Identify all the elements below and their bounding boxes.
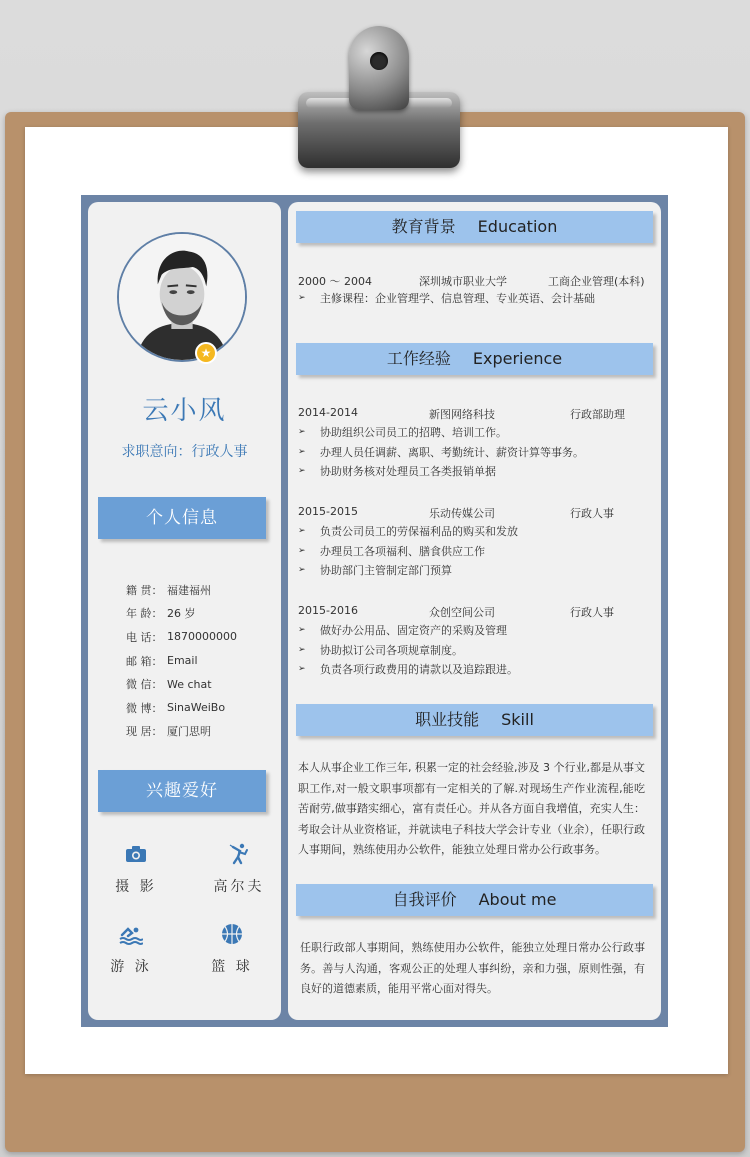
section-title-cn: 自我评价 xyxy=(392,890,457,909)
list-item: ➢ 协助拟订公司各项规章制度。 xyxy=(298,643,463,657)
hobby-label: 摄 影 xyxy=(115,879,157,895)
basketball-icon xyxy=(192,922,272,948)
info-key: 年 龄： xyxy=(126,607,163,621)
section-title-cn: 教育背景 xyxy=(391,217,456,236)
job-period: 2014-2014 xyxy=(298,406,358,419)
info-value: 福建福州 xyxy=(167,583,211,597)
camera-icon xyxy=(96,842,176,868)
skills-heading xyxy=(296,704,653,736)
education-major: 工商企业管理(本科) xyxy=(548,275,645,288)
bullet-text: 负责各项行政费用的请款以及追踪跟进。 xyxy=(320,663,518,677)
hobby-label: 篮 球 xyxy=(211,959,253,975)
job-bullets xyxy=(298,620,653,679)
job-bullets xyxy=(298,422,653,481)
info-row-age xyxy=(126,602,276,626)
info-row-hometown xyxy=(126,578,276,602)
bullet-text: 办理人员任调薪、离职、考勤统计、薪资计算等事务。 xyxy=(320,445,584,459)
info-key: 电 话： xyxy=(126,630,163,644)
job-role: 行政人事 xyxy=(570,507,614,520)
job-intent: 求职意向：行政人事 xyxy=(121,444,248,460)
list-item: ➢ 负责各项行政费用的请款以及追踪跟进。 xyxy=(298,663,518,677)
section-title-en: Experience xyxy=(472,349,563,368)
star-icon: ★ xyxy=(195,342,217,364)
job-period: 2015-2015 xyxy=(298,505,358,518)
bullet-text: 协助财务核对处理员工各类报销单据 xyxy=(320,465,496,479)
education-school: 深圳城市职业大学 xyxy=(419,275,507,288)
job-period: 2015-2016 xyxy=(298,604,358,617)
info-value: SinaWeiBo xyxy=(167,701,226,715)
about-heading xyxy=(296,884,653,916)
section-title-en: About me xyxy=(478,890,557,909)
info-row-wechat xyxy=(126,672,276,696)
bullet-text: 负责公司员工的劳保福利品的购买和发放 xyxy=(320,524,518,538)
job-bullets xyxy=(298,521,653,580)
info-row-weibo xyxy=(126,696,276,720)
info-key: 微 信： xyxy=(126,678,163,692)
info-value: Email xyxy=(167,654,198,668)
list-item: ➢ 协助组织公司员工的招聘、培训工作。 xyxy=(298,425,507,439)
hobbies-heading: 兴趣爱好 xyxy=(98,770,266,812)
info-row-email xyxy=(126,649,276,673)
info-value: 厦门思明 xyxy=(167,725,211,739)
bullet-text: 协助组织公司员工的招聘、培训工作。 xyxy=(320,425,507,439)
list-item: ➢ 协助部门主管制定部门预算 xyxy=(298,564,452,578)
section-title-en: Education xyxy=(477,217,558,236)
bullet-text: 协助拟订公司各项规章制度。 xyxy=(320,643,463,657)
section-title-cn: 工作经验 xyxy=(386,349,451,368)
job-company: 众创空间公司 xyxy=(429,606,495,619)
hobby-basketball xyxy=(192,922,272,976)
avatar-photo xyxy=(119,234,245,360)
golf-icon xyxy=(199,842,279,868)
section-title-en: Skill xyxy=(501,710,534,729)
experience-heading xyxy=(296,343,653,375)
hobby-swimming xyxy=(91,922,171,976)
info-key: 现 居： xyxy=(126,725,163,739)
info-value: We chat xyxy=(167,677,212,691)
info-key: 籍 贯： xyxy=(126,583,163,597)
education-period: 2000 ～ 2004 xyxy=(298,275,372,288)
section-title-cn: 职业技能 xyxy=(415,710,480,729)
bullet-text: 办理员工各项福利、膳食供应工作 xyxy=(320,544,485,558)
job-role: 行政部助理 xyxy=(570,408,625,421)
about-text: 任职行政部人事期间，熟练使用办公软件，能独立处理日常办公行政事务。善与人沟通，客观公正的处理人事纠纷，亲和力强，原则性强，有良好的道德素质，能用平常心面对得失。 xyxy=(300,941,645,995)
education-bullets xyxy=(298,288,653,308)
hobby-golf xyxy=(199,842,279,896)
avatar xyxy=(117,232,247,362)
bullet-text: 做好办公用品、固定资产的采购及管理 xyxy=(320,623,507,637)
info-key: 邮 箱： xyxy=(126,654,163,668)
info-key: 微 博： xyxy=(126,701,163,715)
bullet-text: 主修课程：企业管理学、信息管理、专业英语、会计基础 xyxy=(320,291,595,305)
bullet-text: 协助部门主管制定部门预算 xyxy=(320,564,452,578)
info-row-residence xyxy=(126,720,276,744)
list-item: ➢ 做好办公用品、固定资产的采购及管理 xyxy=(298,623,507,637)
list-item: ➢ 主修课程：企业管理学、信息管理、专业英语、会计基础 xyxy=(298,291,595,305)
hobby-photography xyxy=(96,842,176,896)
candidate-name: 云小风 xyxy=(142,396,227,426)
list-item: ➢ 办理员工各项福利、膳食供应工作 xyxy=(298,544,485,558)
hobby-label: 游 泳 xyxy=(110,959,152,975)
job-company: 乐动传媒公司 xyxy=(429,507,495,520)
info-row-phone xyxy=(126,625,276,649)
list-item: ➢ 办理人员任调薪、离职、考勤统计、薪资计算等事务。 xyxy=(298,445,584,459)
list-item: ➢ 协助财务核对处理员工各类报销单据 xyxy=(298,465,496,479)
job-company: 新图网络科技 xyxy=(429,408,495,421)
education-heading xyxy=(296,211,653,243)
personal-info-list xyxy=(126,578,276,743)
clip-hole xyxy=(370,52,388,70)
info-value: 26 岁 xyxy=(167,607,196,621)
list-item: ➢ 负责公司员工的劳保福利品的购买和发放 xyxy=(298,524,518,538)
info-value: 1870000000 xyxy=(167,630,237,644)
swimming-icon xyxy=(91,922,171,948)
skills-text: 本人从事企业工作三年, 积累一定的社会经验,涉及 3 个行业,都是从事文职工作,对一般文职事项都有一定相关的了解.对现场生产作业流程,能吃苦耐劳,做事踏实细心，富有责任心。并从各方面自我增值，充实人生：考取会计从业资格证，并就读电子科技大学会计专业（业余），任职行政人事期间，熟练使用办公软件，能独立处理日常办公行政事务。 xyxy=(298,761,645,856)
job-role: 行政人事 xyxy=(570,606,614,619)
personal-info-heading: 个人信息 xyxy=(98,497,266,539)
hobby-label: 高尔夫 xyxy=(213,879,265,895)
